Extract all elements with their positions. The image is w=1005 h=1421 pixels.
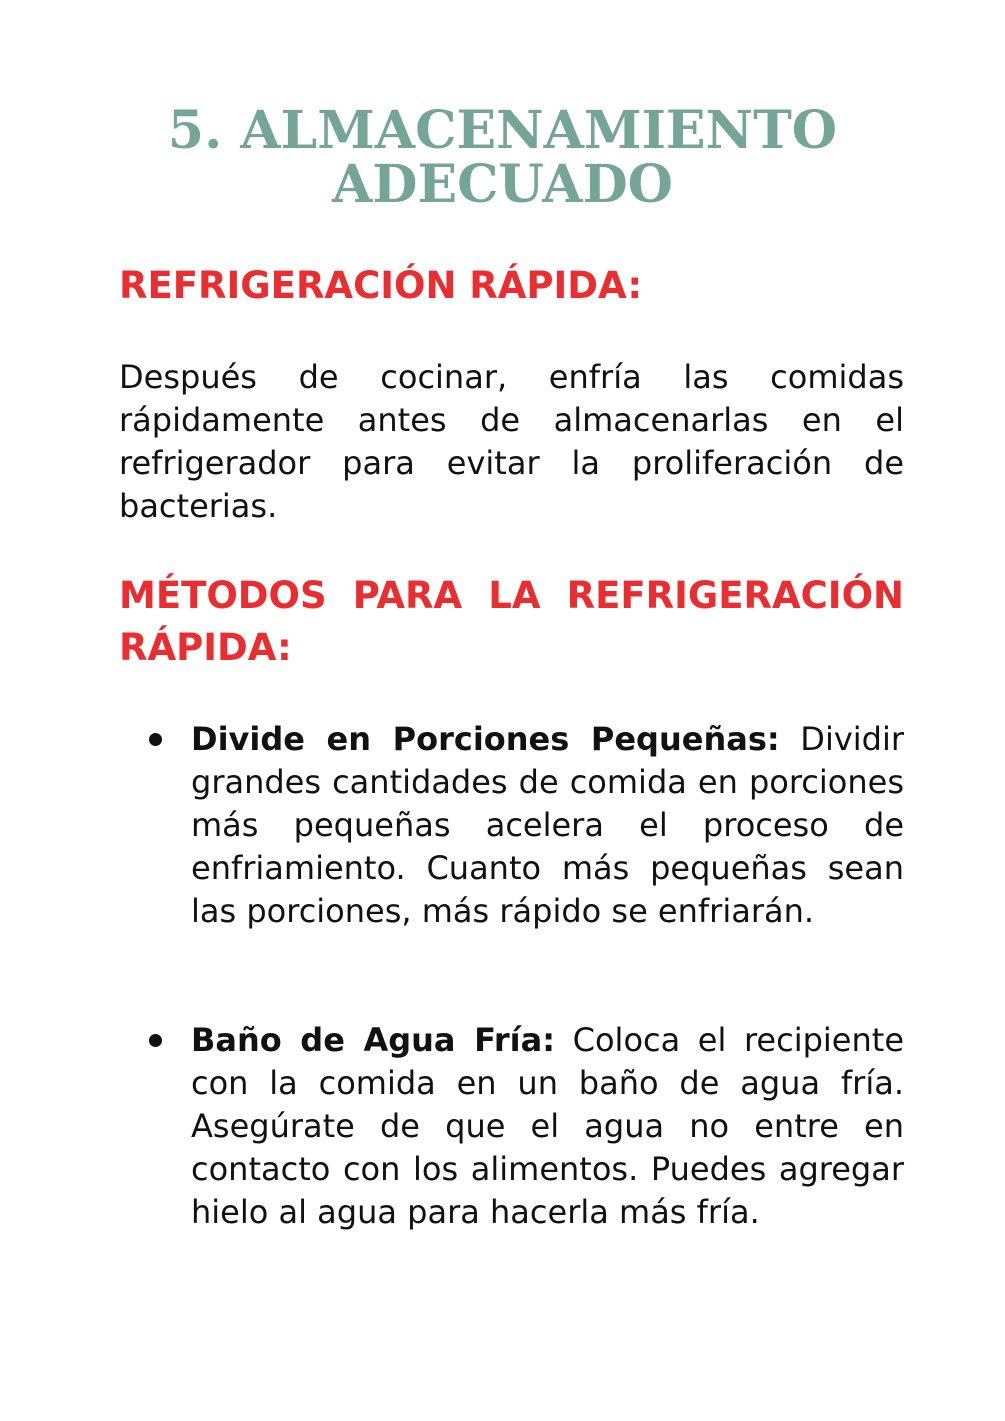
section-paragraph: Después de cocinar, enfría las comidas rápidamente antes de almacenarlas en el refrigerador para evitar la proliferación de bacterias.: [119, 358, 904, 525]
section-heading-metodos: [119, 570, 904, 674]
list-item-text: [191, 718, 904, 933]
section-heading-refrigeracion-rapida: REFRIGERACIÓN RÁPIDA:: [119, 264, 643, 307]
page-title-line-1: 5. ALMACENAMIENTO: [167, 100, 838, 161]
bullet-dot-icon: [149, 1034, 162, 1047]
list-item-title: Baño de Agua Fría:: [191, 1021, 556, 1059]
list-item-title: Divide en Porciones Pequeñas:: [191, 720, 780, 758]
bullet-dot-icon: [149, 733, 162, 746]
page-title-line-2: ADECUADO: [332, 154, 673, 215]
list-item-body: Coloca el recipiente con la comida en un baño de agua fría. Asegúrate de que el agua no entre en contacto con los alimentos. Puedes agregar hielo al agua para hacerla más fría.: [191, 1021, 905, 1231]
list-item-body: Dividir grandes cantidades de comida en porciones más pequeñas acelera el proceso de enfriamiento. Cuanto más pequeñas sean las porciones, más rápido se enfriarán.: [191, 720, 905, 930]
list-item-text: [191, 1019, 904, 1234]
page-title: [0, 100, 1005, 215]
section-heading-metodos-line-2: RÁPIDA:: [119, 626, 292, 669]
section-heading-metodos-line-1: MÉTODOS PARA LA REFRIGERACIÓN: [119, 574, 904, 617]
